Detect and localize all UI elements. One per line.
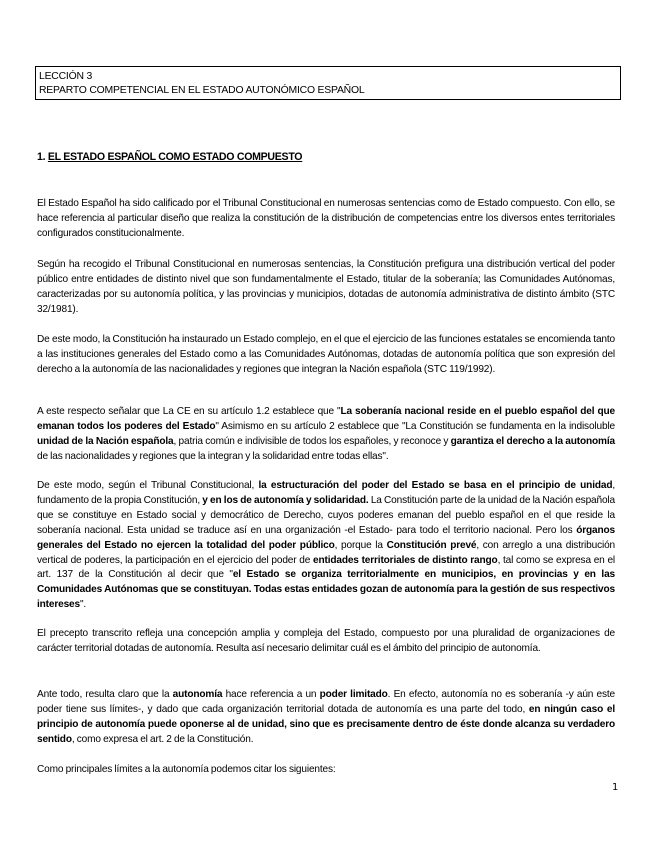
p4-text: , patria común e indivisible de todos los españoles, y reconoce y [173,435,451,447]
paragraph-8: Como principales límites a la autonomía podemos citar los siguientes: [37,764,336,775]
section-title-text: EL ESTADO ESPAÑOL COMO ESTADO COMPUESTO [47,151,303,163]
paragraph-2: Según ha recogido el Tribunal Constitucional en numerosas sentencias, la Constitución prefigura una distribución vertical del poder público entre entidades de distinto nivel que son fundamentalmente el Estado, titular de la soberanía; las Comunidades Autónomas, caracterizadas por su autonomía política, y las provincias y municipios, dotadas de autonomía administrativa de distinto ámbito (STC 32/1981). [37,259,615,315]
p7-bold-autonomia: autonomía [172,689,223,700]
p4-bold-garantiza: garantiza el derecho a la autonomía [450,435,615,447]
lesson-title: REPARTO COMPETENCIAL EN EL ESTADO AUTONÓMICO ESPAÑOL [39,85,365,96]
p7-bold-poder-limitado: poder limitado [319,689,388,700]
paragraph-5 [37,479,615,613]
p7-text: Ante todo, resulta claro que la [37,689,173,700]
lesson-number: LECCIÓN 3 [39,71,93,82]
paragraph-4 [37,405,615,465]
p7-text: . En efecto, autonomía no es soberanía -y aún este poder tiene sus límites-, y dado que cada organización territorial dotada de autonomía es una parte del todo, [37,689,615,715]
section-number: 1. [37,151,48,163]
paragraph-7 [37,688,615,748]
p5-text: , fundamento de la propia Constitución, [37,480,615,506]
paragraph-6: El precepto transcrito refleja una concepción amplia y compleja del Estado, compuesto por una pluralidad de organizaciones de carácter territorial dotadas de autonomía. Resulta así necesario delimitar cuál es el ámbito del principio de autonomía. [37,628,615,654]
page-number: 1 [612,782,619,793]
p5-text: , porque la [334,539,387,551]
p7-bold-principio-autonomia: en ningún caso el principio de autonomía puede oponerse al de unidad, sino que es precisamente dentro de éste donde alcanza su verdadero sentido [37,703,615,745]
paragraph-3: De este modo, la Constitución ha instaurado un Estado complejo, en el que el ejercicio de las funciones estatales se encomienda tanto a las instituciones generales del Estado como a las Comunidades Autónomas, dotadas de autonomía política que son expresión del derecho a la autonomía de las nacionalidades y regiones que integran la Nación española (STC 119/1992). [37,334,615,375]
p4-text: de las nacionalidades y regiones que la integran y la solidaridad entre todas ellas". [37,450,389,462]
p5-text: La Constitución parte de la unidad de la Nación española que se constituye en Estado social y democrático de Derecho, cuyos poderes emanan del pueblo español en el que reside la soberanía nacional. Esta unidad se traduce así en una organización -el Estado- para todo el territorio nacional. Pero los [37,494,615,536]
p5-text: ". [79,599,87,611]
p7-text: hace referencia a un [222,689,320,700]
p4-bold-soberania: La soberanía nacional reside en el pueblo español del que emanan todos los poderes del Estado [37,406,615,432]
p5-bold-organos: órganos generales del Estado no ejercen la totalidad del poder público [37,524,615,551]
lesson-header-box [35,66,621,100]
section-heading [37,151,302,163]
p5-bold-constitucion-preve: Constitución prevé [386,539,477,551]
p7-text: , como expresa el art. 2 de la Constitución. [71,733,254,745]
p5-bold-principio-unidad: la estructuración del poder del Estado se basa en el principio de unidad [258,480,613,491]
p5-bold-autonomia-solidaridad: y en los de autonomía y solidaridad. [202,494,369,506]
p5-text: , tal como se expresa en el art. 137 de la Constitución al decir que " [37,554,615,581]
p4-text: A este respecto señalar que La CE en su artículo 1.2 establece que " [37,406,341,417]
p5-text: , con arreglo a una distribución vertical de poderes, la participación en el ejercicio del poder de [37,539,615,566]
p5-bold-art137-quote: el Estado se organiza territorialmente en municipios, en provincias y en las Comunidades Autónomas que se constituyan. Todas estas entidades gozan de autonomía para la gestión de sus respectivos intereses [37,569,615,611]
p5-bold-entidades: entidades territoriales de distinto rango [313,554,498,566]
p4-text: " Asimismo en su artículo 2 establece que "La Constitución se fundamenta en la indisoluble [215,420,615,432]
paragraph-1: El Estado Español ha sido calificado por el Tribunal Constitucional en numerosas sentencias como de Estado compuesto. Con ello, se hace referencia al particular diseño que realiza la constitución de la distribución de competencias entre los diversos entes territoriales configurados constitucionalmente. [37,198,615,239]
p4-bold-unidad: unidad de la Nación española [37,435,174,447]
p5-text: De este modo, según el Tribunal Constitucional, [37,480,259,491]
